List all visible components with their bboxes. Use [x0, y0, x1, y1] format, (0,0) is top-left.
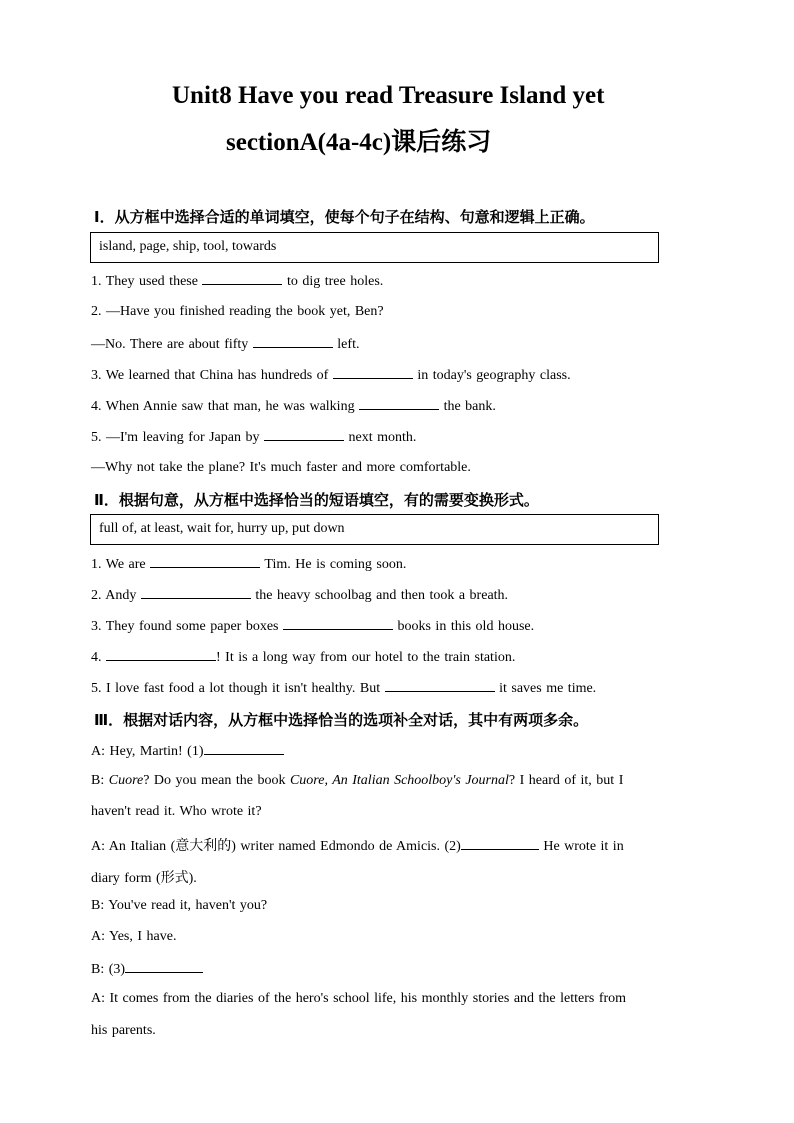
page-title: Unit8 Have you read Treasure Island yet [172, 82, 605, 109]
part1-q3: 3. We learned that China has hundreds of in today's geography class. [91, 368, 571, 383]
answer-blank[interactable] [106, 648, 216, 661]
answer-blank[interactable] [264, 428, 344, 441]
page-subtitle: sectionA(4a-4c)课后练习 [226, 129, 492, 156]
part2-q2: 2. Andy the heavy schoolbag and then took a breath. [91, 588, 509, 603]
part2-q3: 3. They found some paper boxes books in this old house. [91, 619, 535, 634]
answer-blank[interactable] [359, 397, 439, 410]
dialogue-line-3: haven't read it. Who wrote it? [91, 804, 262, 819]
part2-q1: 1. We are Tim. He is coming soon. [91, 557, 407, 572]
part2-heading: Ⅱ．根据句意，从方框中选择恰当的短语填空，有的需要变换形式。 [94, 491, 539, 509]
dialogue-line-4: A: An Italian (意大利的) writer named Edmondo de Amicis. (2) He wrote it in [91, 839, 624, 854]
dialogue-line-2: B: Cuore? Do you mean the book Cuore, An Italian Schoolboy's Journal? I heard of it, but I [91, 773, 624, 788]
part2-q4: 4. ! It is a long way from our hotel to the train station. [91, 650, 516, 665]
answer-blank[interactable] [385, 679, 495, 692]
part1-heading: Ⅰ．从方框中选择合适的单词填空，使每个句子在结构、句意和逻辑上正确。 [94, 208, 595, 226]
part2-q5: 5. I love fast food a lot though it isn't healthy. But it saves me time. [91, 681, 597, 696]
answer-blank[interactable] [333, 366, 413, 379]
part1-word-box: island, page, ship, tool, towards [90, 232, 659, 263]
part1-q2: 2. —Have you finished reading the book yet, Ben? [91, 304, 384, 319]
answer-blank[interactable] [150, 555, 260, 568]
dialogue-line-7: A: Yes, I have. [91, 929, 177, 944]
part1-q5-reply: —Why not take the plane? It's much faster and more comfortable. [91, 460, 471, 475]
answer-blank[interactable] [253, 335, 333, 348]
answer-blank[interactable] [461, 837, 539, 850]
part1-q2-answer: —No. There are about fifty left. [91, 337, 360, 352]
answer-blank[interactable] [125, 960, 203, 973]
answer-blank[interactable] [204, 742, 284, 755]
part3-heading: Ⅲ．根据对话内容，从方框中选择恰当的选项补全对话，其中有两项多余。 [94, 711, 589, 729]
part2-phrase-box: full of, at least, wait for, hurry up, put down [90, 514, 659, 545]
answer-blank[interactable] [141, 586, 251, 599]
answer-blank[interactable] [283, 617, 393, 630]
part1-q1: 1. They used these to dig tree holes. [91, 274, 384, 289]
dialogue-line-1: A: Hey, Martin! (1) [91, 742, 284, 760]
answer-blank[interactable] [202, 272, 282, 285]
part1-q5: 5. —I'm leaving for Japan by next month. [91, 430, 417, 445]
dialogue-line-8: B: (3) [91, 960, 203, 978]
dialogue-line-6: B: You've read it, haven't you? [91, 898, 268, 913]
dialogue-line-5: diary form (形式). [91, 871, 197, 886]
dialogue-line-10: his parents. [91, 1023, 156, 1038]
dialogue-line-9: A: It comes from the diaries of the hero's school life, his monthly stories and the letters from [91, 991, 627, 1006]
part1-q4: 4. When Annie saw that man, he was walking the bank. [91, 399, 496, 414]
